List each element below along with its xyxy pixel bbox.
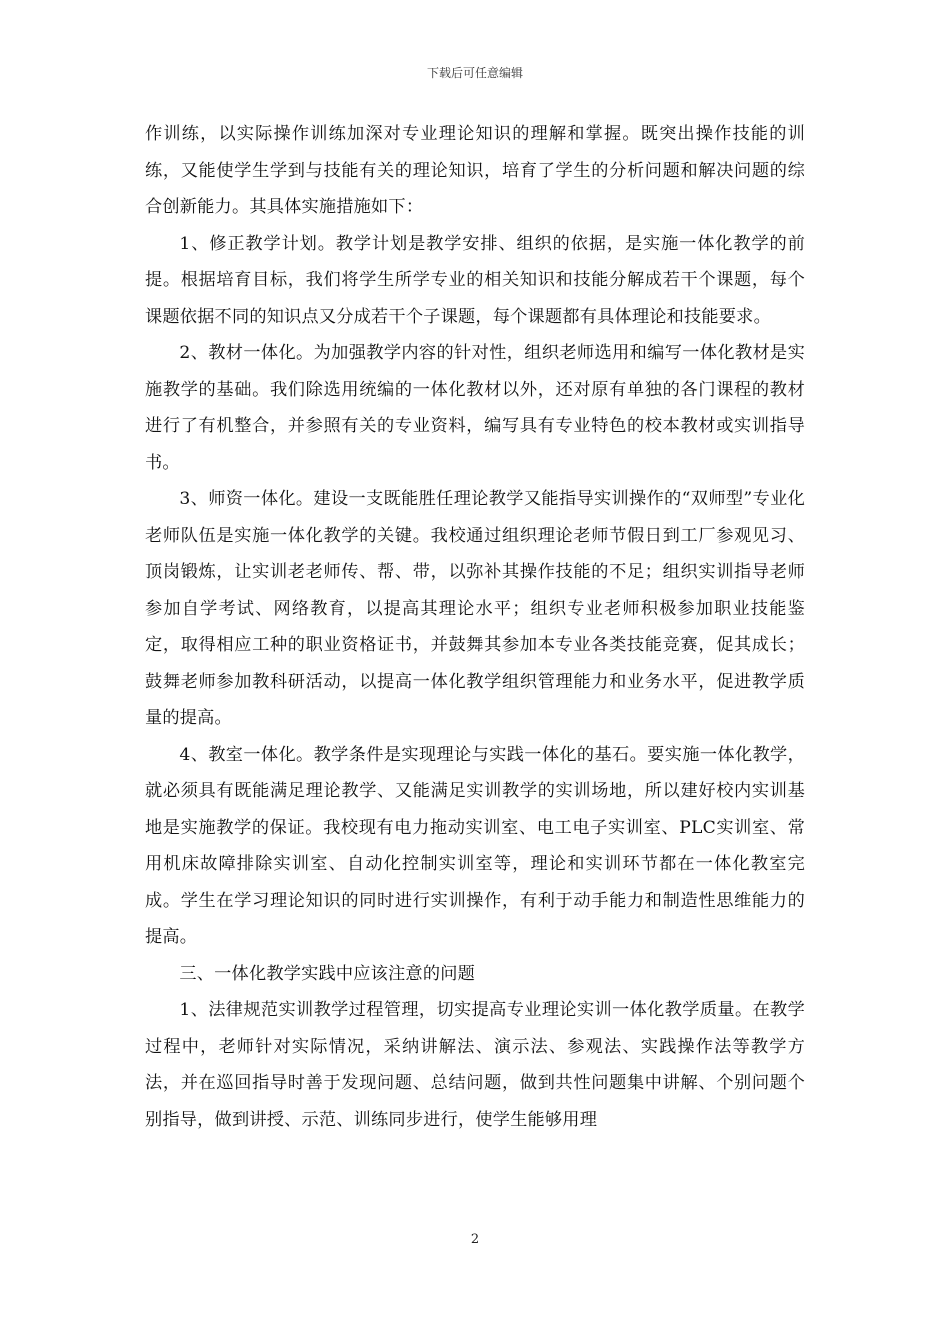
paragraph-textbook: 2、教材一体化。为加强教学内容的针对性，组织老师选用和编写一体化教材是实施教学的基础。我们除选用统编的一体化教材以外，还对原有单独的各门课程的教材进行了有机整合，并参照有关的专业资料，编写具有专业特色的校本教材或实训指导书。 <box>145 343 805 473</box>
section-heading-issues: 三、一体化教学实践中应该注意的问题 <box>179 963 475 984</box>
document-body <box>145 116 805 1138</box>
paragraph-continuation: 作训练，以实际操作训练加深对专业理论知识的理解和掌握。既突出操作技能的训练，又能使学生学到与技能有关的理论知识，培育了学生的分析问题和解决问题的综合创新能力。其具体实施措施如下： <box>145 124 805 217</box>
page-number: 2 <box>470 1232 480 1247</box>
page-header: 下载后可任意编辑 <box>426 66 523 80</box>
paragraph-revise-plan: 1、修正教学计划。教学计划是教学安排、组织的依据，是实施一体化教学的前提。根据培育目标，我们将学生所学专业的相关知识和技能分解成若干个课题，每个课题依据不同的知识点又分成若干个子课题，每个课题都有具体理论和技能要求。 <box>145 233 805 327</box>
paragraph-teachers: 3、师资一体化。建设一支既能胜任理论教学又能指导实训操作的“双师型”专业化老师队伍是实施一体化教学的关键。我校通过组织理论老师节假日到工厂参观见习、顶岗锻炼，让实训老老师传、帮、带，以弥补其操作技能的不足；组织实训指导老师参加自学考试、网络教育，以提高其理论水平；组织专业老师积极参加职业技能鉴定，取得相应工种的职业资格证书，并鼓舞其参加本专业各类技能竞赛，促其成长；鼓舞老师参加教科研活动，以提高一体化教学组织管理能力和业务水平，促进教学质量的提高。 <box>145 489 805 728</box>
paragraph-management: 1、法律规范实训教学过程管理，切实提高专业理论实训一体化教学质量。在教学过程中，老师针对实际情况，采纳讲解法、演示法、参观法、实践操作法等教学方法，并在巡回指导时善于发现问题、总结问题，做到共性问题集中讲解、个别问题个别指导，做到讲授、示范、训练同步进行，使学生能够用理 <box>145 1000 805 1130</box>
paragraph-classroom: 4、教室一体化。教学条件是实现理论与实践一体化的基石。要实施一体化教学，就必须具有既能满足理论教学、又能满足实训教学的实训场地，所以建好校内实训基地是实施教学的保证。我校现有电力拖动实训室、电工电子实训室、PLC实训室、常用机床故障排除实训室、自动化控制实训室等，理论和实训环节都在一体化教室完成。学生在学习理论知识的同时进行实训操作，有利于动手能力和制造性思维能力的提高。 <box>145 744 805 947</box>
